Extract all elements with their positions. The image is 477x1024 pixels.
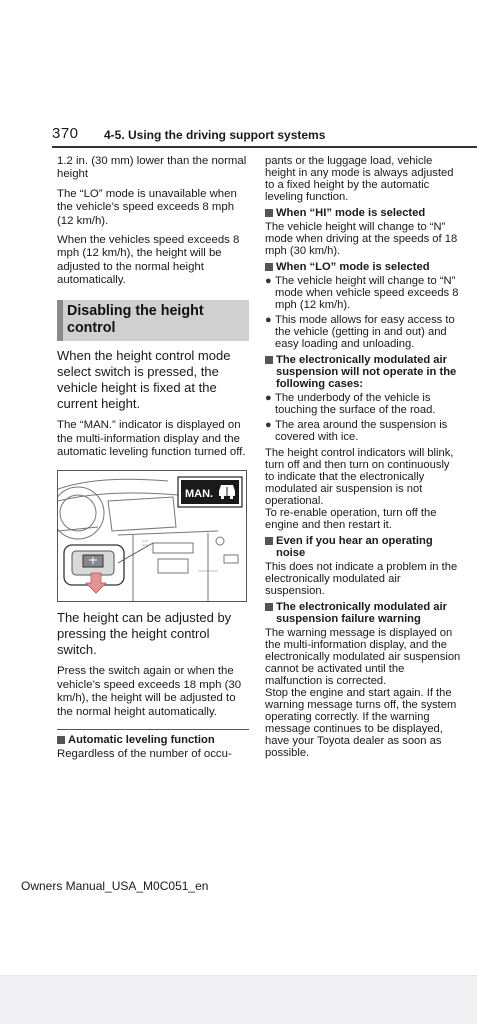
- subheading-operating-noise: Even if you hear an operating noise: [265, 535, 461, 559]
- paragraph: When the vehicles speed exceeds 8 mph (12 km/h), the height will be adjusted to the normal height automatically.: [57, 234, 240, 287]
- paragraph: 1.2 in. (30 mm) lower than the normal height: [57, 155, 247, 181]
- page-header: [0, 125, 477, 151]
- paragraph: This does not indicate a problem in the electronically modulated air suspension.: [265, 561, 458, 597]
- paragraph: The height control indicators will blink, turn off and then turn on continuously to indicate that the electronically modulated air suspension is not operational.: [265, 447, 454, 507]
- man-indicator-label: MAN.: [185, 487, 214, 500]
- bullet-dot-icon: ●: [265, 392, 272, 404]
- paragraph: To re-enable operation, turn off the engine and then restart it.: [265, 507, 437, 531]
- lo-mode-list: [265, 275, 461, 350]
- footer-doc-id: Owners Manual_USA_M0C051_en: [21, 879, 209, 893]
- subheading-lo-mode: When “LO” mode is selected: [265, 261, 461, 273]
- section-title: 4-5. Using the driving support systems: [104, 128, 326, 142]
- dashboard-illustration: [57, 470, 247, 602]
- subheading-not-operate: The electronically modulated air suspension will not operate in the following cases:: [265, 354, 461, 390]
- right-column: [265, 155, 461, 763]
- not-operate-list: [265, 392, 461, 443]
- paragraph: The height can be adjusted by pressing the height control switch.: [57, 609, 232, 658]
- paragraph: The “MAN.” indicator is displayed on the multi-information display and the automatic leveling function turned off.: [57, 419, 246, 459]
- list-item: ● The area around the suspension is covered with ice.: [265, 419, 448, 443]
- bullet-dot-icon: ●: [265, 275, 272, 287]
- section-heading: Disabling the height control: [57, 300, 249, 341]
- square-bullet-icon: [265, 263, 273, 271]
- paragraph: Regardless of the number of occu-: [57, 747, 232, 760]
- paragraph: Press the switch again or when the vehicle’s speed exceeds 18 mph (30 km/h), the height will be adjusted to the normal height automatically.: [57, 665, 242, 718]
- paragraph: The warning message is displayed on the multi-information display, and the electronically modulated air suspension cannot be activated until the malfunction is corrected.: [265, 627, 461, 687]
- dashboard-drawing: [58, 471, 246, 601]
- man-indicator-panel: [181, 480, 239, 504]
- square-bullet-icon: [57, 736, 65, 744]
- paragraph: The vehicle height will change to “N” mode when driving at the speeds of 18 mph (30 km/h).: [265, 221, 458, 257]
- paragraph: When the height control mode select switch is pressed, the vehicle height is fixed at the current height.: [57, 347, 231, 412]
- page-number: 370: [52, 125, 79, 142]
- subheading-failure-warning: The electronically modulated air suspension failure warning: [265, 601, 461, 625]
- square-bullet-icon: [265, 537, 273, 545]
- list-item: ● The underbody of the vehicle is touching the surface of the road.: [265, 392, 436, 416]
- viewer-bottom-bar: [0, 975, 477, 1024]
- square-bullet-icon: [265, 356, 273, 364]
- list-item: ● The vehicle height will change to “N” mode when vehicle speed exceeds 8 mph (12 km/h).: [265, 275, 459, 311]
- paragraph: pants or the luggage load, vehicle height in any mode is always adjusted to a fixed height by the automatic leveling function.: [265, 155, 454, 203]
- paragraph: Stop the engine and start again. If the warning message turns off, the system operating correctly. If the warning message continues to be displayed, have your Toyota dealer as soon as possible.: [265, 687, 457, 759]
- header-rule: [52, 146, 477, 148]
- left-column: [57, 155, 249, 767]
- square-bullet-icon: [265, 209, 273, 217]
- square-bullet-icon: [265, 603, 273, 611]
- bullet-dot-icon: ●: [265, 314, 272, 326]
- list-item: ● This mode allows for easy access to the vehicle (getting in and out) and easy loading and unloading.: [265, 314, 455, 350]
- paragraph: The “LO” mode is unavailable when the vehicle’s speed exceeds 8 mph (12 km/h).: [57, 187, 237, 227]
- bullet-dot-icon: ●: [265, 419, 272, 431]
- subheading-hi-mode: When “HI” mode is selected: [265, 207, 461, 219]
- subheading-automatic-leveling: Automatic leveling function: [57, 729, 249, 746]
